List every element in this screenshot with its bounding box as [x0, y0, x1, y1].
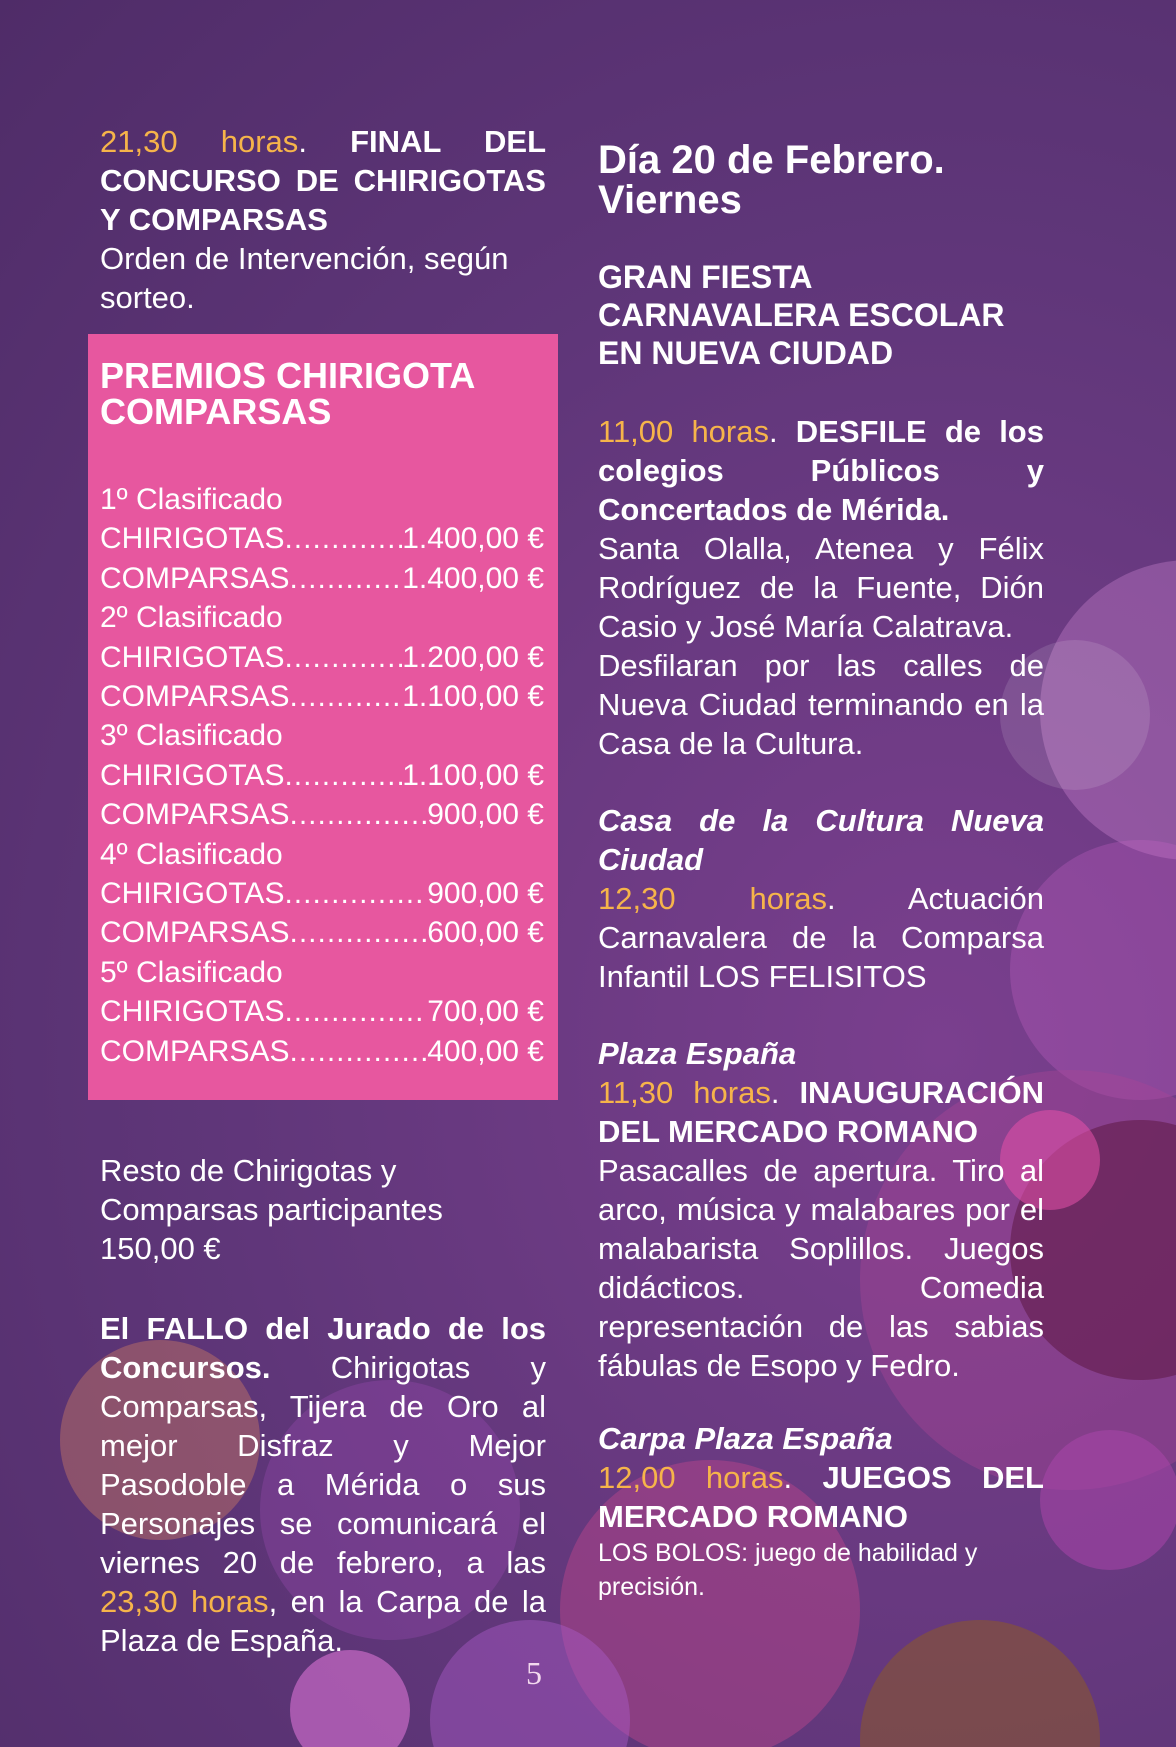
final-sep: . [298, 124, 307, 159]
desfile-heading [598, 412, 1044, 529]
prize-leader-dots [284, 638, 402, 677]
final-heading [100, 122, 546, 239]
prize-row [100, 992, 544, 1031]
carpa-sep: . [783, 1460, 823, 1495]
prize-row [100, 913, 544, 952]
prizes-title: PREMIOS CHIRIGOTA COMPARSAS [100, 355, 475, 432]
prize-leader-dots [289, 913, 427, 952]
prize-category: COMPARSAS [100, 916, 290, 950]
prize-amount: 900,00 € [427, 877, 544, 911]
prize-rank: 5º Clasificado [100, 955, 283, 989]
prize-row [100, 1032, 544, 1071]
prize-row [100, 638, 544, 677]
fiesta-title: GRAN FIESTA CARNAVALERA ESCOLAR EN NUEVA CIUDAD [598, 259, 1005, 371]
prize-rank: 2º Clasificado [100, 601, 283, 635]
prize-leader-dots [289, 677, 402, 716]
prize-amount: 700,00 € [427, 995, 544, 1029]
fallo-heading: El FALLO del Jurado de los Concursos. [100, 1311, 546, 1385]
casa-desc: . Actuación Carnavalera de la Comparsa Infantil LOS FELISITOS [598, 881, 1045, 994]
plaza-place: Plaza España [598, 1036, 797, 1071]
decor-bubble [860, 1620, 1100, 1747]
prize-category: CHIRIGOTAS [100, 640, 285, 674]
prize-amount: 600,00 € [427, 916, 544, 950]
prize-category: COMPARSAS [100, 561, 290, 595]
desfile-time: 11,00 horas [598, 414, 769, 449]
rest-block [100, 1151, 546, 1268]
prize-category: COMPARSAS [100, 798, 290, 832]
carpa-text: LOS BOLOS: juego de habilidad y precisión. [598, 1539, 978, 1601]
prize-amount: 900,00 € [427, 798, 544, 832]
final-title: FINAL DEL CONCURSO DE CHIRIGOTAS Y COMPARSAS [100, 124, 547, 237]
prize-category: CHIRIGOTAS [100, 877, 285, 911]
prize-leader-dots [284, 992, 427, 1031]
day-title: Día 20 de Febrero. Viernes [598, 138, 945, 222]
prize-row [100, 559, 544, 598]
prize-category: CHIRIGOTAS [100, 522, 285, 556]
plaza-time: 11,30 horas [598, 1075, 771, 1110]
rest-amount: 150,00 € [100, 1231, 221, 1266]
prizes-list [100, 480, 544, 1071]
right-column [598, 140, 1044, 1604]
prize-row [100, 677, 544, 716]
prize-rank: 1º Clasificado [100, 483, 283, 516]
carpa-title: JUEGOS DEL MERCADO ROMANO [598, 1460, 1044, 1534]
prize-amount: 1.100,00 € [402, 680, 544, 714]
prize-row [100, 519, 544, 558]
prize-amount: 1.200,00 € [402, 640, 544, 674]
casa-text [598, 879, 1044, 996]
prize-leader-dots [284, 756, 402, 795]
prize-rank: 4º Clasificado [100, 837, 283, 871]
casa-place: Casa de la Cultura Nueva Ciudad [598, 803, 1044, 877]
prize-leader-dots [289, 559, 402, 598]
page-number: 5 [526, 1655, 542, 1691]
prize-category: COMPARSAS [100, 1034, 290, 1068]
carpa-heading [598, 1458, 1044, 1536]
plaza-heading [598, 1073, 1044, 1151]
desfile-title: DESFILE de los colegios Públicos y Concertados de Mérida. [598, 414, 1044, 527]
prize-leader-dots [289, 1032, 427, 1071]
left-column [100, 122, 546, 317]
prize-row [100, 795, 544, 834]
plaza-text: Pasacalles de apertura. Tiro al arco, música y malabares por el malabarista Soplillos. Juegos didácticos. Comedia representación de las sabias fábulas de Esopo y Fedro. [598, 1153, 1044, 1383]
prize-leader-dots [284, 519, 402, 558]
prizes-panel [88, 334, 558, 1100]
carpa-time: 12,00 horas [598, 1460, 784, 1495]
prize-category: CHIRIGOTAS [100, 995, 285, 1029]
prize-row [100, 756, 544, 795]
rest-text: Resto de Chirigotas y Comparsas participantes [100, 1153, 443, 1227]
desfile-sep: . [769, 414, 796, 449]
desfile-text-2: Desfilaran por las calles de Nueva Ciudad terminando en la Casa de la Cultura. [598, 648, 1044, 761]
fallo-block [100, 1309, 546, 1660]
prize-category: CHIRIGOTAS [100, 758, 285, 792]
prize-amount: 1.100,00 € [402, 758, 544, 792]
decor-bubble [1040, 1430, 1176, 1570]
plaza-title: INAUGURACIÓN DEL MERCADO ROMANO [598, 1075, 1044, 1149]
prize-leader-dots [284, 874, 427, 913]
desfile-text-1: Santa Olalla, Atenea y Félix Rodríguez de la Fuente, Dión Casio y José María Calatrava. [598, 531, 1044, 644]
prize-amount: 1.400,00 € [402, 561, 544, 595]
fallo-text-2: , en la Carpa de la Plaza de España. [100, 1584, 547, 1658]
prize-category: COMPARSAS [100, 680, 290, 714]
prize-leader-dots [289, 795, 427, 834]
prize-rank: 3º Clasificado [100, 719, 283, 753]
final-time: 21,30 horas [100, 124, 299, 159]
fallo-text-1: Chirigotas y Comparsas, Tijera de Oro al mejor Disfraz y Mejor Pasodoble a Mérida o sus Personajes se comunicará el viernes 20 de febrero, a las [100, 1350, 546, 1580]
decor-bubble [290, 1650, 410, 1747]
prize-row [100, 874, 544, 913]
plaza-sep: . [770, 1075, 800, 1110]
fallo-time: 23,30 horas [100, 1584, 269, 1619]
prize-amount: 400,00 € [427, 1034, 544, 1068]
casa-time: 12,30 horas [598, 881, 828, 916]
carpa-place: Carpa Plaza España [598, 1421, 893, 1456]
prize-amount: 1.400,00 € [402, 522, 544, 556]
fallo-text [100, 1309, 546, 1660]
final-text: Orden de Intervención, según sorteo. [100, 241, 509, 315]
